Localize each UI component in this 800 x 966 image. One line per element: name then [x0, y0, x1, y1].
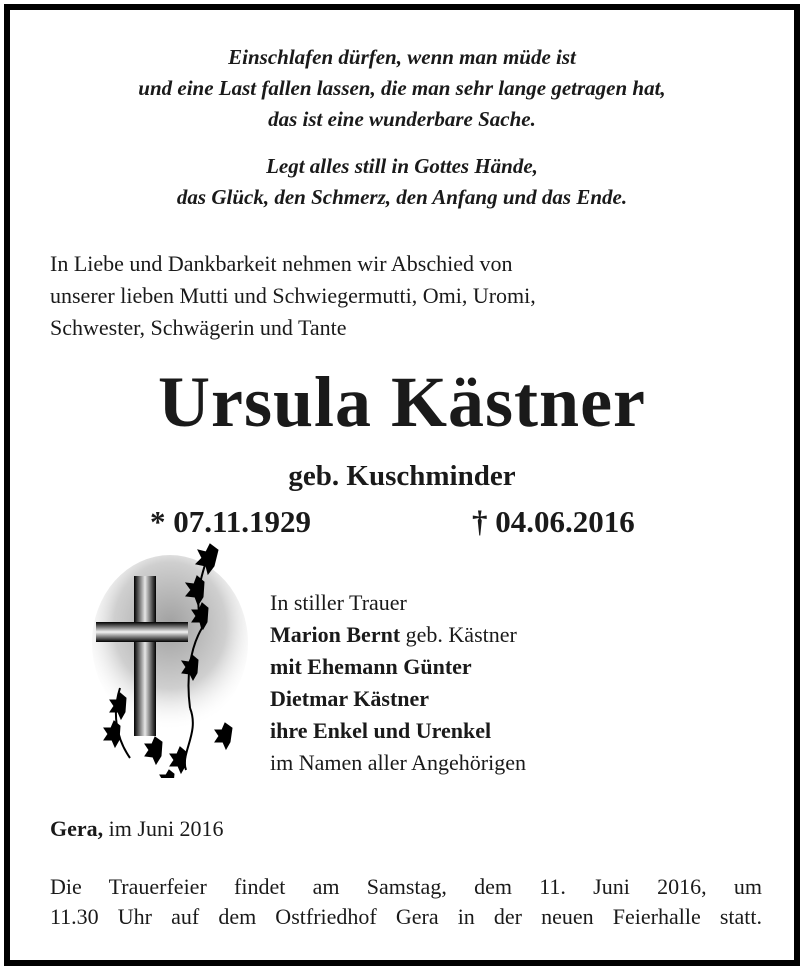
poem-line: und eine Last fallen lassen, die man sehr lange getragen hat, — [138, 76, 666, 100]
intro-line: unserer lieben Mutti und Schwiegermutti, Omi, Uromi, — [50, 283, 536, 308]
death-date: † 04.06.2016 — [472, 504, 635, 539]
poem-line: das ist eine wunderbare Sache. — [268, 107, 536, 131]
poem-line: Legt alles still in Gottes Hände, — [266, 154, 538, 178]
birth-date: * 07.11.1929 — [150, 504, 312, 539]
mourner-line — [270, 619, 526, 651]
mourner-line — [270, 715, 526, 747]
poem-stanza-2 — [10, 151, 794, 213]
mourners-closing: im Namen aller Angehörigen — [270, 750, 526, 775]
place-date — [50, 813, 224, 845]
mourner-line — [270, 683, 526, 715]
funeral-line: 11.30 Uhr auf dem Ostfriedhof Gera in der neuen Feierhalle statt. — [50, 904, 762, 929]
maiden-name: geb. Kuschminder — [288, 460, 516, 492]
mourners-list — [270, 587, 526, 779]
funeral-line: Die Trauerfeier findet am Samstag, dem 11. Juni 2016, um — [50, 874, 762, 899]
notice-date: im Juni 2016 — [103, 816, 224, 841]
poem-line: Einschlafen dürfen, wenn man müde ist — [228, 45, 576, 69]
mourner-name: mit Ehemann Günter — [270, 654, 472, 679]
mourner-line — [270, 651, 526, 683]
mourners-heading: In stiller Trauer — [270, 590, 407, 615]
mourner-maiden: geb. Kästner — [400, 622, 517, 647]
poem-line: das Glück, den Schmerz, den Anfang und das Ende. — [176, 185, 628, 209]
deceased-name: Ursula Kästner — [158, 362, 646, 442]
mourner-name: Dietmar Kästner — [270, 686, 430, 711]
mourner-name: Marion Bernt — [270, 622, 401, 647]
city: Gera, — [50, 816, 104, 841]
funeral-info — [50, 872, 762, 932]
poem-stanza-1 — [10, 42, 794, 135]
intro-text — [50, 248, 536, 344]
obituary-notice — [4, 4, 800, 966]
intro-line: Schwester, Schwägerin und Tante — [50, 315, 347, 340]
mourner-name: ihre Enkel und Urenkel — [270, 718, 492, 743]
cross-with-ivy-icon — [90, 538, 270, 778]
intro-line: In Liebe und Dankbarkeit nehmen wir Abschied von — [50, 251, 513, 276]
